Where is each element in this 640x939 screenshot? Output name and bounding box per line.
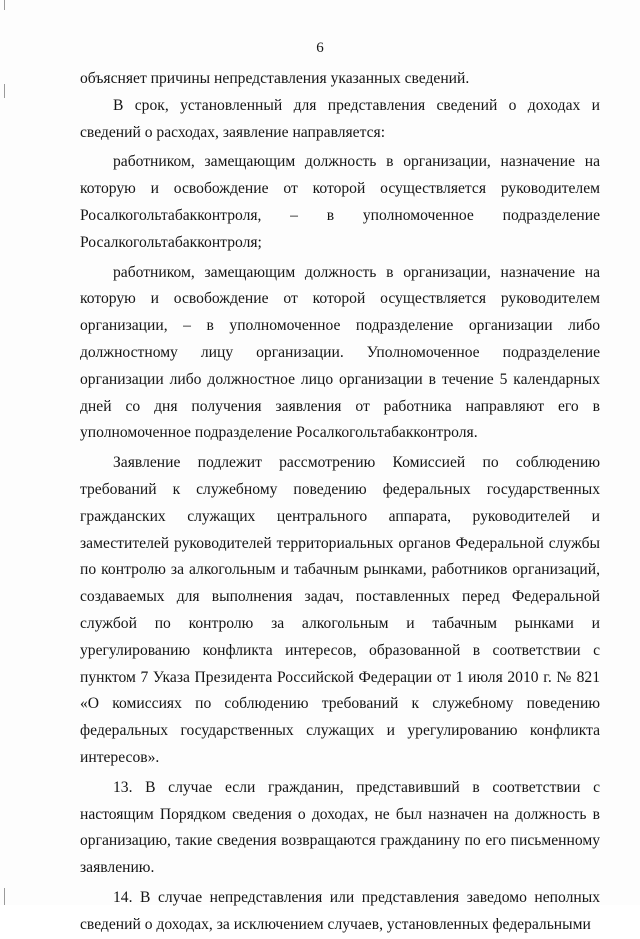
paragraph-continuation: объясняет причины непредставления указанных сведений.: [80, 70, 470, 87]
paragraph-list-item: работником, замещающим должность в организации, назначение на которую и освобождение от которой осуществляется руководителем Росалкогольтабакконтроля, – в уполномоченное подразделение Росалкогольтабакконтроля;: [80, 153, 600, 251]
scan-edge-mark: [4, 0, 5, 10]
paragraph-clause-14: 14. В случае непредставления или представления заведомо неполных сведений о доходах, за исключением случаев, установленных федеральными: [80, 888, 600, 933]
scan-edge-mark: [4, 888, 5, 905]
page-number: 6: [316, 40, 324, 56]
paragraph: В срок, установленный для представления сведений о доходах и сведений о расходах, заявление направляется:: [80, 96, 600, 141]
paragraph-clause-13: 13. В случае если гражданин, представивший в соответствии с настоящим Порядком сведения о доходах, не был назначен на должность в организацию, такие сведения возвращаются гражданину по его письменному заявлению.: [80, 778, 600, 877]
scan-edge-mark: [4, 84, 5, 98]
paragraph-list-item: работником, замещающим должность в организации, назначение на которую и освобождение от которой осуществляется руководителем организации, – в уполномоченное подразделение организации либо должностному лицу организации. Уполномоченное подразделение организации либо должностное лицо организации в течение 5 календарных дней со дня получения заявления от работника направляют его в уполномоченное подразделение Росалкогольтабакконтроля.: [80, 263, 600, 442]
document-body: [80, 66, 600, 939]
paragraph: Заявление подлежит рассмотрению Комиссией по соблюдению требований к служебному поведению федеральных государственных гражданских служащих центрального аппарата, руководителей и заместителей руководителей территориальных органов Федеральной службы по контролю за алкогольным и табачным рынками, работников организаций, создаваемых для выполнения задач, поставленных перед Федеральной службой по контролю за алкогольным и табачным рынками и урегулированию конфликта интересов, образованной в соответствии с пунктом 7 Указа Президента Российской Федерации от 1 июля 2010 г. № 821 «О комиссиях по соблюдению требований к служебному поведению федеральных государственных служащих и урегулированию конфликта интересов».: [80, 454, 600, 766]
